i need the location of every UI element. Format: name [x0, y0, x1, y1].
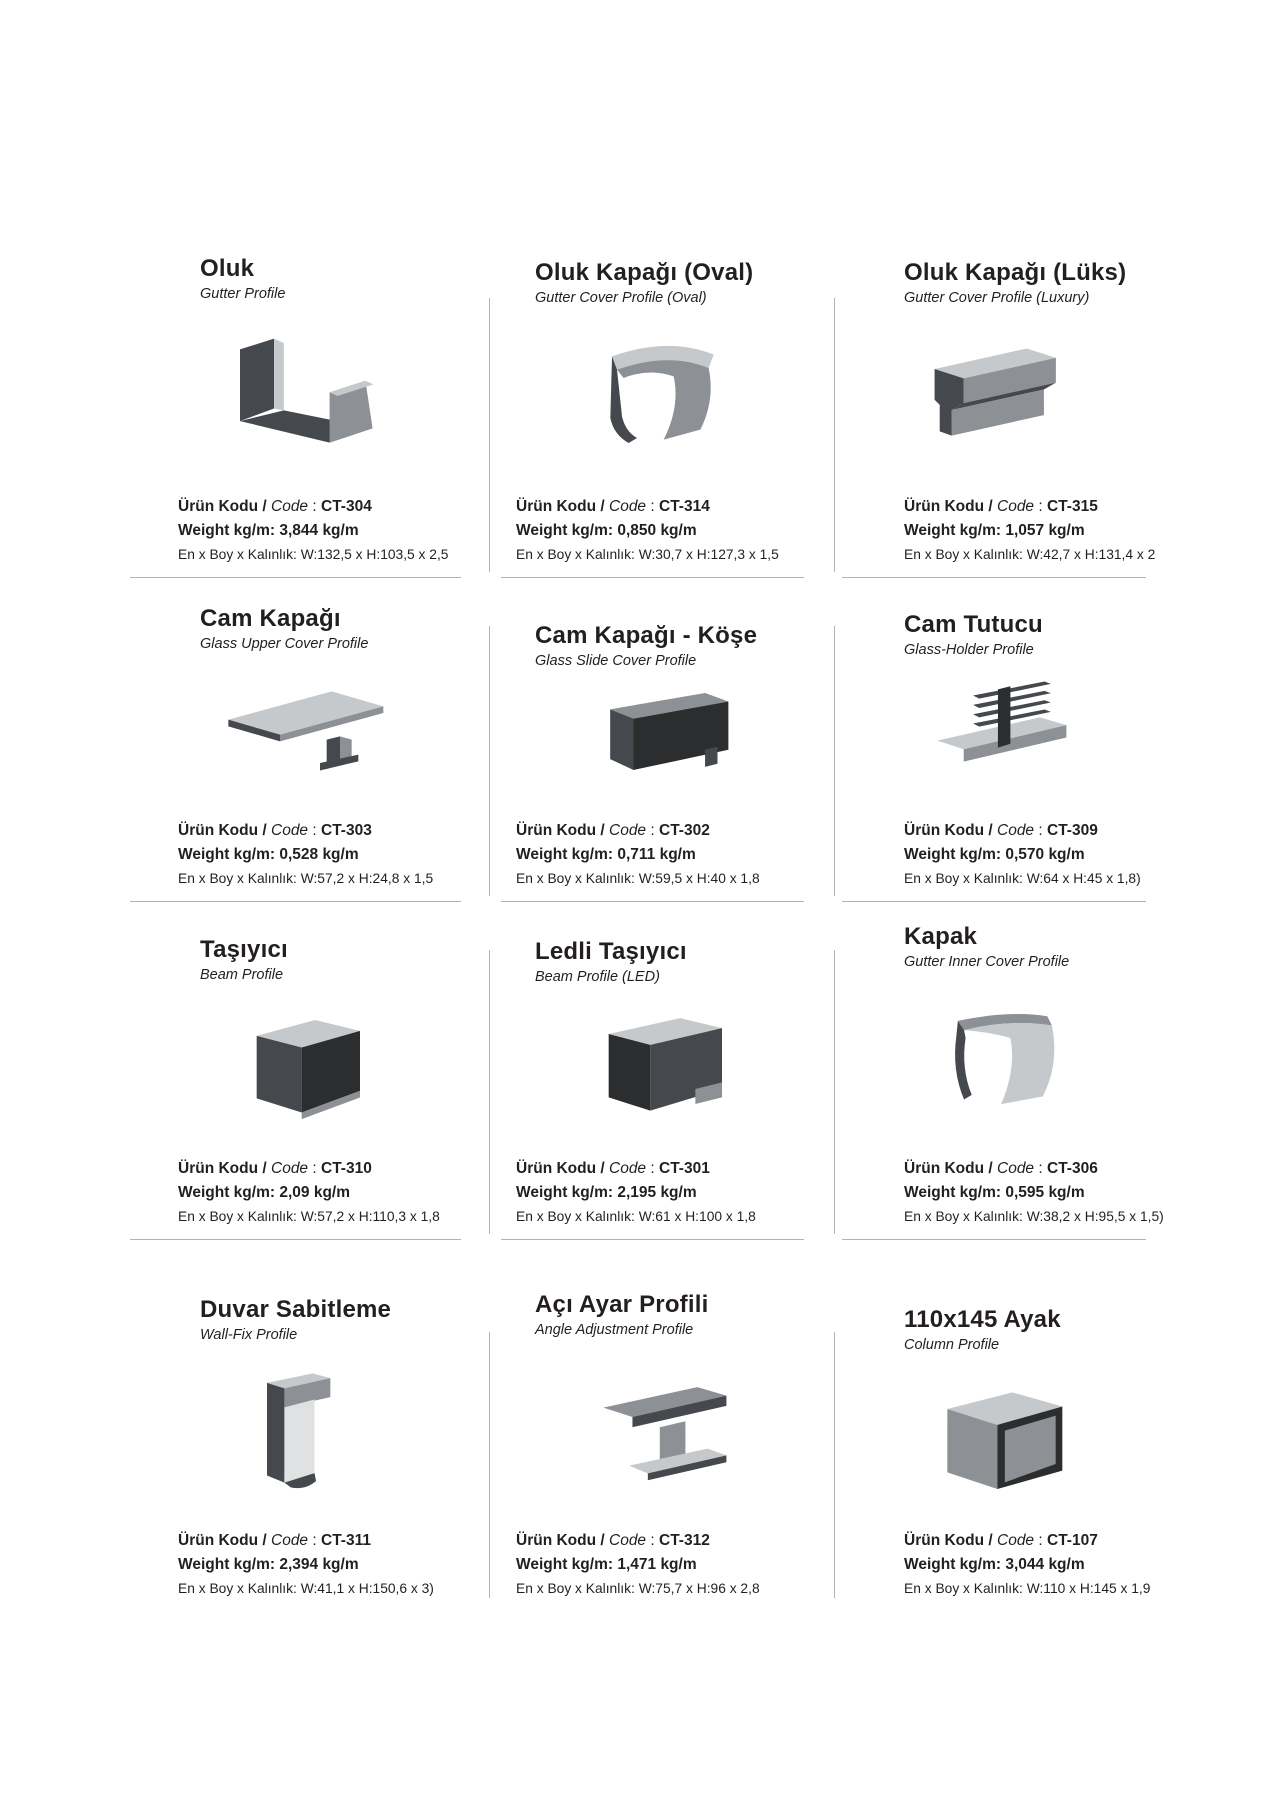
- product-card-header: [120, 605, 489, 652]
- product-card-ct-301: [489, 902, 834, 1240]
- product-card-ct-304: [120, 250, 489, 578]
- product-subtitle: Beam Profile (LED): [535, 968, 660, 985]
- product-dims-line: [178, 1209, 489, 1224]
- product-title: Cam Tutucu: [904, 611, 1043, 638]
- code-label-tr: Ürün Kodu /: [516, 821, 605, 839]
- product-card-header: [489, 259, 834, 306]
- code-label-tr: Ürün Kodu /: [178, 1159, 267, 1177]
- product-card-header: [834, 259, 1164, 306]
- product-code: CT-302: [659, 821, 710, 839]
- weight-label: Weight kg/m:: [516, 1183, 614, 1201]
- product-image-wrap: [489, 1338, 834, 1525]
- product-code: CT-310: [321, 1159, 372, 1177]
- product-code: CT-315: [1047, 497, 1098, 515]
- code-label-tr: Ürün Kodu /: [904, 821, 993, 839]
- code-label-en: Code: [609, 821, 647, 839]
- product-card-header: [834, 1306, 1164, 1353]
- product-dims: W:110 x H:145 x 1,9: [1026, 1580, 1151, 1596]
- product-catalog-grid: [120, 250, 1164, 1620]
- product-weight: 0,711 kg/m: [617, 845, 696, 863]
- product-image-ct-312: [559, 1354, 764, 1509]
- product-dims: W:75,7 x H:96 x 2,8: [638, 1580, 760, 1596]
- product-weight-line: [516, 1184, 834, 1201]
- product-title: Oluk: [200, 255, 255, 282]
- code-label-tr: Ürün Kodu /: [178, 821, 267, 839]
- product-image-wrap: [489, 306, 834, 491]
- product-weight-line: [516, 846, 834, 863]
- product-weight: 1,057 kg/m: [1005, 521, 1085, 539]
- product-weight-line: [904, 1556, 1164, 1573]
- product-image-wrap: [834, 1353, 1164, 1525]
- product-dims-line: [516, 547, 834, 562]
- product-subtitle: Gutter Cover Profile (Oval): [535, 289, 707, 306]
- product-dims: W:64 x H:45 x 1,8): [1026, 870, 1141, 886]
- code-label-en: Code: [609, 1531, 647, 1549]
- product-subtitle: Wall-Fix Profile: [200, 1326, 298, 1343]
- code-label-en: Code: [609, 497, 647, 515]
- code-colon: :: [312, 1531, 317, 1549]
- product-code-line: [516, 498, 834, 515]
- code-colon: :: [312, 497, 317, 515]
- product-code-line: [516, 1532, 834, 1549]
- product-title: 110x145 Ayak: [904, 1306, 1061, 1333]
- product-dims: W:57,2 x H:24,8 x 1,5: [300, 870, 434, 886]
- product-details: [834, 1525, 1164, 1596]
- product-weight-line: [178, 1184, 489, 1201]
- product-dims-line: [178, 1581, 489, 1596]
- code-label-tr: Ürün Kodu /: [516, 1531, 605, 1549]
- weight-label: Weight kg/m:: [178, 1555, 276, 1573]
- product-code: CT-312: [659, 1531, 710, 1549]
- product-weight-line: [178, 522, 489, 539]
- code-colon: :: [650, 497, 655, 515]
- product-details: [120, 1153, 489, 1224]
- product-code-line: [178, 822, 489, 839]
- product-image-ct-303: [190, 658, 420, 808]
- code-colon: :: [650, 821, 655, 839]
- dims-label: En x Boy x Kalınlık:: [178, 546, 297, 562]
- product-details: [834, 1153, 1164, 1224]
- product-dims-line: [516, 1581, 834, 1596]
- weight-label: Weight kg/m:: [904, 1555, 1002, 1573]
- product-subtitle: Beam Profile: [200, 966, 284, 983]
- product-card-ct-314: [489, 250, 834, 578]
- product-code: CT-107: [1047, 1531, 1098, 1549]
- product-code-line: [516, 1160, 834, 1177]
- code-label-tr: Ürün Kodu /: [904, 1531, 993, 1549]
- product-card-header: [120, 255, 489, 302]
- weight-label: Weight kg/m:: [516, 845, 614, 863]
- product-code-line: [904, 822, 1164, 839]
- code-label-en: Code: [997, 1159, 1035, 1177]
- product-image-ct-309: [897, 666, 1102, 806]
- product-card-ct-315: [834, 250, 1164, 578]
- product-details: [489, 1153, 834, 1224]
- code-label-en: Code: [997, 1531, 1035, 1549]
- product-subtitle: Glass Upper Cover Profile: [200, 635, 369, 652]
- product-image-wrap: [834, 658, 1164, 815]
- product-card-ct-302: [489, 578, 834, 902]
- code-colon: :: [1038, 821, 1043, 839]
- product-dims-line: [178, 871, 489, 886]
- code-label-en: Code: [271, 1159, 309, 1177]
- code-colon: :: [312, 821, 317, 839]
- product-image-ct-302: [559, 672, 764, 812]
- code-colon: :: [312, 1159, 317, 1177]
- product-weight-line: [516, 1556, 834, 1573]
- product-code: CT-311: [321, 1531, 371, 1549]
- dims-label: En x Boy x Kalınlık:: [178, 1208, 297, 1224]
- product-image-wrap: [489, 669, 834, 815]
- product-code-line: [516, 822, 834, 839]
- product-image-wrap: [120, 1343, 489, 1525]
- product-weight: 0,570 kg/m: [1005, 845, 1085, 863]
- product-subtitle: Glass Slide Cover Profile: [535, 652, 697, 669]
- product-dims-line: [904, 1581, 1164, 1596]
- product-title: Oluk Kapağı (Lüks): [904, 259, 1127, 286]
- dims-label: En x Boy x Kalınlık:: [904, 1580, 1023, 1596]
- weight-label: Weight kg/m:: [904, 845, 1002, 863]
- product-details: [489, 491, 834, 562]
- product-dims-line: [516, 1209, 834, 1224]
- product-image-wrap: [489, 985, 834, 1153]
- product-image-wrap: [120, 983, 489, 1153]
- product-card-ct-306: [834, 902, 1164, 1240]
- product-dims: W:59,5 x H:40 x 1,8: [638, 870, 760, 886]
- product-card-ct-303: [120, 578, 489, 902]
- product-image-ct-107: [899, 1364, 1099, 1514]
- product-subtitle: Angle Adjustment Profile: [535, 1321, 694, 1338]
- code-label-tr: Ürün Kodu /: [178, 1531, 267, 1549]
- product-code-line: [178, 1160, 489, 1177]
- code-colon: :: [1038, 497, 1043, 515]
- code-label-tr: Ürün Kodu /: [516, 1159, 605, 1177]
- weight-label: Weight kg/m:: [516, 521, 614, 539]
- product-code: CT-301: [659, 1159, 710, 1177]
- code-colon: :: [650, 1159, 655, 1177]
- product-image-ct-304: [197, 312, 412, 480]
- product-dims: W:30,7 x H:127,3 x 1,5: [638, 546, 779, 562]
- dims-label: En x Boy x Kalınlık:: [516, 870, 635, 886]
- product-code-line: [904, 1532, 1164, 1549]
- product-code: CT-304: [321, 497, 372, 515]
- code-label-en: Code: [271, 821, 309, 839]
- product-title: Taşıyıcı: [200, 936, 288, 963]
- code-label-en: Code: [997, 497, 1035, 515]
- product-details: [489, 1525, 834, 1596]
- product-details: [120, 1525, 489, 1596]
- product-image-ct-306: [907, 986, 1092, 1136]
- product-details: [834, 491, 1164, 562]
- product-image-wrap: [834, 970, 1164, 1153]
- weight-label: Weight kg/m:: [904, 521, 1002, 539]
- dims-label: En x Boy x Kalınlık:: [178, 1580, 297, 1596]
- product-details: [834, 815, 1164, 886]
- product-card-header: [120, 1296, 489, 1343]
- product-weight-line: [178, 846, 489, 863]
- product-dims: W:42,7 x H:131,4 x 2: [1026, 546, 1156, 562]
- product-image-ct-311: [210, 1351, 400, 1516]
- product-details: [120, 491, 489, 562]
- product-image-ct-314: [562, 318, 762, 478]
- product-title: Oluk Kapağı (Oval): [535, 259, 754, 286]
- product-card-ct-312: [489, 1240, 834, 1620]
- product-dims-line: [904, 1209, 1164, 1224]
- code-label-en: Code: [609, 1159, 647, 1177]
- product-weight-line: [904, 522, 1164, 539]
- product-code: CT-309: [1047, 821, 1098, 839]
- product-weight: 2,195 kg/m: [617, 1183, 697, 1201]
- dims-label: En x Boy x Kalınlık:: [516, 546, 635, 562]
- code-label-en: Code: [997, 821, 1035, 839]
- product-image-wrap: [120, 652, 489, 815]
- product-card-ct-310: [120, 902, 489, 1240]
- product-code: CT-303: [321, 821, 372, 839]
- product-weight: 2,09 kg/m: [279, 1183, 350, 1201]
- product-code-line: [178, 498, 489, 515]
- product-code: CT-314: [659, 497, 710, 515]
- code-colon: :: [1038, 1531, 1043, 1549]
- product-title: Açı Ayar Profili: [535, 1291, 709, 1318]
- product-title: Cam Kapağı - Köşe: [535, 622, 758, 649]
- product-details: [120, 815, 489, 886]
- dims-label: En x Boy x Kalınlık:: [904, 1208, 1023, 1224]
- dims-label: En x Boy x Kalınlık:: [516, 1208, 635, 1224]
- code-label-tr: Ürün Kodu /: [516, 497, 605, 515]
- product-title: Ledli Taşıyıcı: [535, 938, 687, 965]
- weight-label: Weight kg/m:: [178, 845, 276, 863]
- product-weight: 0,850 kg/m: [617, 521, 697, 539]
- product-weight-line: [516, 522, 834, 539]
- code-label-en: Code: [271, 1531, 309, 1549]
- product-dims: W:57,2 x H:110,3 x 1,8: [300, 1208, 440, 1224]
- code-label-tr: Ürün Kodu /: [904, 497, 993, 515]
- product-card-header: [489, 622, 834, 669]
- product-details: [489, 815, 834, 886]
- product-dims-line: [904, 871, 1164, 886]
- dims-label: En x Boy x Kalınlık:: [178, 870, 297, 886]
- product-code-line: [904, 1160, 1164, 1177]
- product-card-header: [120, 936, 489, 983]
- product-weight-line: [904, 1184, 1164, 1201]
- product-image-ct-301: [562, 994, 762, 1144]
- product-weight: 3,044 kg/m: [1005, 1555, 1085, 1573]
- product-image-ct-315: [897, 318, 1102, 478]
- product-weight: 2,394 kg/m: [279, 1555, 359, 1573]
- weight-label: Weight kg/m:: [178, 521, 276, 539]
- weight-label: Weight kg/m:: [178, 1183, 276, 1201]
- code-label-tr: Ürün Kodu /: [904, 1159, 993, 1177]
- product-weight-line: [178, 1556, 489, 1573]
- product-dims: W:61 x H:100 x 1,8: [638, 1208, 756, 1224]
- product-subtitle: Gutter Profile: [200, 285, 286, 302]
- product-dims: W:38,2 x H:95,5 x 1,5): [1026, 1208, 1164, 1224]
- product-weight: 3,844 kg/m: [279, 521, 359, 539]
- product-code: CT-306: [1047, 1159, 1098, 1177]
- product-card-ct-107: [834, 1240, 1164, 1620]
- product-card-header: [489, 1291, 834, 1338]
- code-label-tr: Ürün Kodu /: [178, 497, 267, 515]
- product-card-ct-311: [120, 1240, 489, 1620]
- code-label-en: Code: [271, 497, 309, 515]
- code-colon: :: [1038, 1159, 1043, 1177]
- product-subtitle: Gutter Cover Profile (Luxury): [904, 289, 1090, 306]
- code-colon: :: [650, 1531, 655, 1549]
- product-card-ct-309: [834, 578, 1164, 902]
- dims-label: En x Boy x Kalınlık:: [516, 1580, 635, 1596]
- product-title: Kapak: [904, 923, 978, 950]
- product-weight: 0,595 kg/m: [1005, 1183, 1085, 1201]
- product-dims-line: [516, 871, 834, 886]
- product-code-line: [178, 1532, 489, 1549]
- product-title: Duvar Sabitleme: [200, 1296, 392, 1323]
- product-image-ct-310: [205, 990, 405, 1145]
- product-subtitle: Column Profile: [904, 1336, 1000, 1353]
- product-dims-line: [904, 547, 1164, 562]
- product-weight-line: [904, 846, 1164, 863]
- product-card-header: [834, 923, 1164, 970]
- weight-label: Weight kg/m:: [516, 1555, 614, 1573]
- product-weight: 1,471 kg/m: [617, 1555, 697, 1573]
- product-code-line: [904, 498, 1164, 515]
- product-subtitle: Gutter Inner Cover Profile: [904, 953, 1070, 970]
- product-weight: 0,528 kg/m: [279, 845, 359, 863]
- product-subtitle: Glass-Holder Profile: [904, 641, 1034, 658]
- product-image-wrap: [834, 306, 1164, 491]
- product-card-header: [489, 938, 834, 985]
- dims-label: En x Boy x Kalınlık:: [904, 870, 1023, 886]
- product-card-header: [834, 611, 1164, 658]
- dims-label: En x Boy x Kalınlık:: [904, 546, 1023, 562]
- product-dims: W:132,5 x H:103,5 x 2,5: [300, 546, 449, 562]
- product-dims: W:41,1 x H:150,6 x 3): [300, 1580, 434, 1596]
- product-dims-line: [178, 547, 489, 562]
- weight-label: Weight kg/m:: [904, 1183, 1002, 1201]
- product-image-wrap: [120, 302, 489, 491]
- product-title: Cam Kapağı: [200, 605, 341, 632]
